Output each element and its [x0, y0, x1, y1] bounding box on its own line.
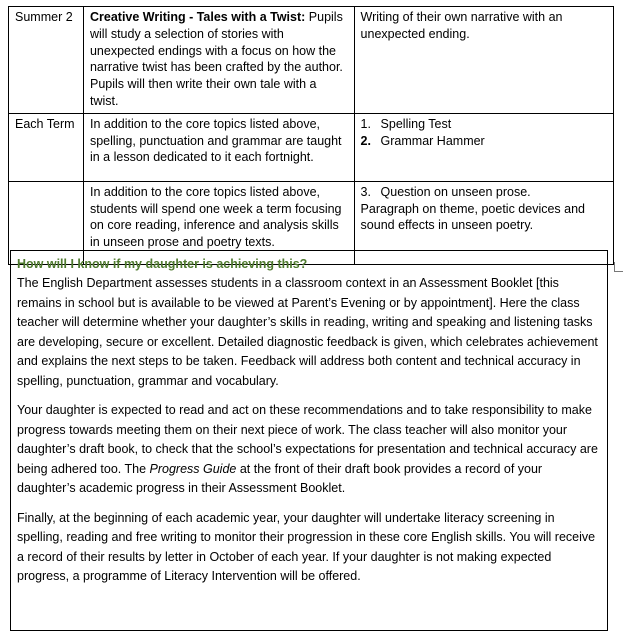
topic-cell: In addition to the core topics listed above, spelling, punctuation and grammar are taught in a lesson dedicated to it each fortnight.: [83, 113, 354, 181]
list-number: 2.: [360, 133, 371, 148]
assessment-cell: Writing of their own narrative with an unexpected ending.: [354, 7, 613, 114]
paragraph-1: The English Department assesses students in a classroom context in an Assessment Booklet [this remains in school but is available to be viewed at Parent’s Evening or by appointment]. Here the class teacher will determine whether your daughter’s skills in reading, writing and speaking and listening tasks are developing, secure or excellent. Detailed diagnostic feedback is given, which celebrates achievement and explains the next steps to be taken. Feedback will address both content and technical accuracy in spelling, punctuation, grammar and vocabulary.: [17, 276, 598, 388]
paragraph-2: [17, 401, 601, 499]
paragraph-2-text: Your daughter is expected to read and act on these recommendations and to take responsibility to make progress towards meeting them on their next piece of work. The class teacher will also monitor your daughter’s draft book, to check that the school’s expectations for presentation and technical accuracy are being adhered too. The: [17, 403, 598, 476]
paragraph-2-text-end: at the front of their draft book provides a record of your daughter’s academic progress in their Assessment Booklet.: [17, 461, 543, 495]
list-number: 1.: [360, 116, 371, 131]
progress-guide-title: Progress Guide: [149, 461, 237, 476]
topic-text: Pupils will study a selection of stories with unexpected endings with a focus on how the narrative twist has been crafted by the author. Pupils will then write their own tale with a twist.: [89, 10, 343, 108]
assessment-cell: [354, 113, 613, 181]
curriculum-table: [8, 6, 614, 265]
topic-cell: [83, 7, 354, 114]
list-item: [361, 133, 607, 150]
section-heading: How will I know if my daughter is achieving this?: [17, 257, 308, 271]
term-cell: Summer 2: [9, 7, 84, 114]
paragraph-marker: [614, 262, 623, 272]
list-number: 3.: [360, 184, 371, 199]
list-item-text: Spelling Test: [380, 116, 452, 131]
list-item-text: Question on unseen prose.: [380, 184, 531, 199]
list-item: [361, 116, 607, 133]
list-item: [361, 184, 607, 201]
topic-cell: In addition to the core topics listed above, students will spend one week a term focusing on core reading, inference and analysis skills in unseen prose and poetry texts.: [83, 181, 354, 264]
topic-title: Creative Writing - Tales with a Twist:: [89, 10, 306, 24]
assessment-info-box: [10, 250, 608, 631]
list-item-text: Grammar Hammer: [380, 133, 485, 148]
table-row: [9, 7, 614, 114]
assessment-extra: Paragraph on theme, poetic devices and sound effects in unseen poetry.: [360, 201, 585, 233]
table-row: [9, 113, 614, 181]
term-cell: Each Term: [9, 113, 84, 181]
paragraph-3: Finally, at the beginning of each academic year, your daughter will undertake literacy screening in spelling, reading and free writing to monitor their progression in these core English skills. You will receive a record of their results by letter in October of each year. If your daughter is not making expected progress, a programme of Literacy Intervention will be offered.: [17, 510, 596, 583]
